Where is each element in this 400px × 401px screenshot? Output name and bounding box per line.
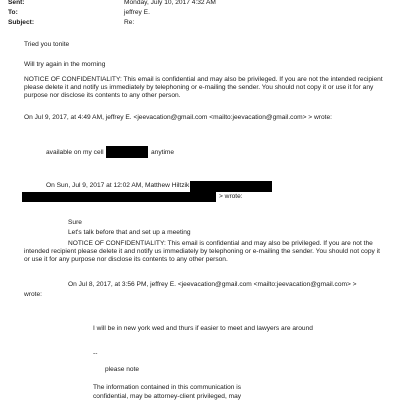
- body-line-tried: Tried you tonite: [24, 41, 70, 48]
- redaction-name-email: [190, 181, 272, 192]
- quote2-header-a: On Sun, Jul 9, 2017 at 12:02 AM, Matthew Hiltzik: [46, 182, 190, 189]
- subject-label: Subject:: [8, 19, 35, 26]
- quote3-info-line-2: confidential, may be attorney-client privileged, may: [93, 393, 242, 400]
- redaction-email-line: [22, 192, 216, 202]
- body-line-try-again: Will try again in the morning: [24, 61, 106, 68]
- quote1-header: On Jul 9, 2017, at 4:49 AM, jeffrey E. <jeevacation@gmail.com <mailto:jeevacation@gmail.com> > wrote:: [24, 114, 332, 121]
- quote3-header-b: wrote:: [24, 291, 42, 298]
- quote1-text-a: available on my cell: [46, 149, 104, 156]
- reply-meeting: Let's talk before that and set up a meeting: [68, 229, 191, 236]
- quote3-line-new-york: I will be in new york wed and thurs if easier to meet and lawyers are around: [93, 325, 313, 332]
- quote3-dash: --: [93, 350, 98, 357]
- to-value: jeffrey E.: [124, 9, 150, 16]
- quote3-info-line-1: The information contained in this communication is: [93, 384, 242, 391]
- redaction-phone: [106, 146, 148, 158]
- reply-sure: Sure: [68, 219, 82, 226]
- confidentiality-notice-1: NOTICE OF CONFIDENTIALITY: This email is confidential and may also be privileged. If you are not the intended recipient please delete it and notify us immediately by telephoning or e-mailing the sender. You should not copy it or use it for any purpose nor disclose its contents to any other person.: [24, 76, 383, 99]
- to-label: To:: [8, 9, 18, 16]
- quote2-header-b: > wrote:: [219, 193, 243, 200]
- sent-value: Monday, July 10, 2017 4:32 AM: [124, 0, 216, 6]
- subject-value: Re:: [124, 19, 135, 26]
- quote3-header-a: On Jul 8, 2017, at 3:56 PM, jeffrey E. <jeevacation@gmail.com <mailto:jeevacation@gmail.com> >: [68, 281, 357, 288]
- quote1-text-b: anytime: [151, 149, 175, 156]
- quote3-please-note: please note: [105, 366, 140, 373]
- confidentiality-notice-2: NOTICE OF CONFIDENTIALITY: This email is confidential and may also be privileged. If you are not the intended recipient please delete it and notify us immediately by telephoning or e-mailing the sender. You should not copy it or use it for any purpose nor disclose its contents to any other person.: [24, 240, 380, 263]
- sent-label: Sent:: [8, 0, 25, 6]
